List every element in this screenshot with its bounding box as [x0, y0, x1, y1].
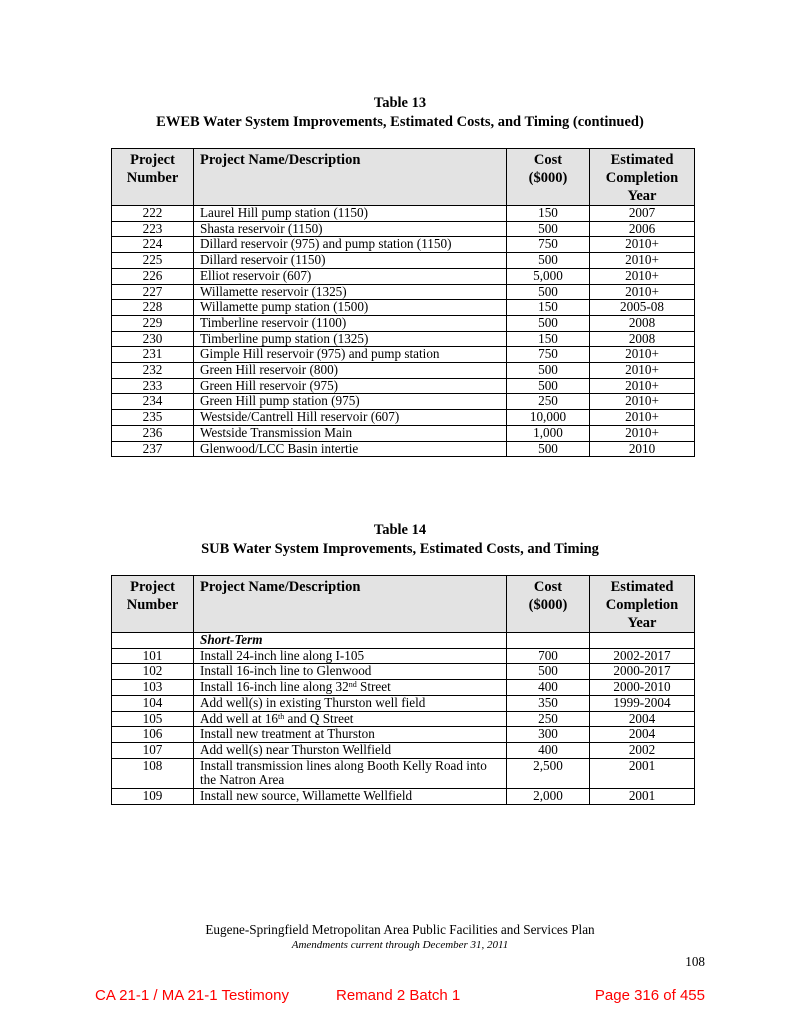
cost-cell: 2,500 [507, 758, 590, 788]
cell-empty [112, 633, 194, 649]
project-number-cell: 237 [112, 441, 194, 457]
completion-year-cell: 2000-2017 [590, 664, 695, 680]
completion-year-cell: 2010+ [590, 425, 695, 441]
cost-cell: 150 [507, 331, 590, 347]
table-row [112, 315, 695, 331]
completion-year-cell: 2000-2010 [590, 680, 695, 696]
description-cell: Westside Transmission Main [194, 425, 507, 441]
header-cost: Cost ($000) [507, 576, 590, 633]
cost-cell: 500 [507, 221, 590, 237]
completion-year-cell: 2006 [590, 221, 695, 237]
cost-cell: 350 [507, 695, 590, 711]
description-cell: Westside/Cantrell Hill reservoir (607) [194, 410, 507, 426]
description-cell: Green Hill reservoir (800) [194, 363, 507, 379]
stamp-page-count: Page 316 of 455 [594, 987, 705, 1004]
ordinal-suffix: th [278, 711, 285, 721]
description-text: and Q Street [284, 710, 354, 726]
cost-cell: 400 [507, 680, 590, 696]
table-row [112, 664, 695, 680]
cost-cell: 500 [507, 441, 590, 457]
description-cell: Laurel Hill pump station (1150) [194, 206, 507, 222]
completion-year-cell: 2010+ [590, 253, 695, 269]
table-14-subtitle: SUB Water System Improvements, Estimated Costs, and Timing [201, 541, 599, 557]
cost-cell: 750 [507, 237, 590, 253]
table-row [112, 441, 695, 457]
cost-cell: 500 [507, 253, 590, 269]
cost-cell: 500 [507, 315, 590, 331]
project-number-cell: 222 [112, 206, 194, 222]
table-row [112, 727, 695, 743]
cost-cell: 250 [507, 711, 590, 727]
project-number-cell: 230 [112, 331, 194, 347]
completion-year-cell: 2008 [590, 315, 695, 331]
completion-year-cell: 2010+ [590, 378, 695, 394]
project-number-cell: 107 [112, 742, 194, 758]
cost-cell: 250 [507, 394, 590, 410]
table-row [112, 363, 695, 379]
description-cell: Add well(s) near Thurston Wellfield [194, 742, 507, 758]
completion-year-cell: 2008 [590, 331, 695, 347]
cost-cell: 750 [507, 347, 590, 363]
cost-cell: 700 [507, 648, 590, 664]
description-cell: Green Hill pump station (975) [194, 394, 507, 410]
project-number-cell: 101 [112, 648, 194, 664]
project-number-cell: 231 [112, 347, 194, 363]
table-row [112, 425, 695, 441]
page-number: 108 [685, 954, 705, 969]
table-row [112, 347, 695, 363]
description-text: Add well at 16 [200, 710, 279, 726]
table-row [112, 300, 695, 316]
cost-cell: 1,000 [507, 425, 590, 441]
description-cell: Timberline reservoir (1100) [194, 315, 507, 331]
stamp-batch-label: Remand 2 Batch 1 [336, 987, 461, 1004]
completion-year-cell: 2001 [590, 789, 695, 805]
table-14-title: Table 14 [373, 522, 427, 538]
project-number-cell: 229 [112, 315, 194, 331]
project-number-cell: 232 [112, 363, 194, 379]
table-row [112, 206, 695, 222]
project-number-cell: 225 [112, 253, 194, 269]
project-number-cell: 236 [112, 425, 194, 441]
description-cell: Install 16-inch line to Glenwood [194, 664, 507, 680]
project-number-cell: 226 [112, 268, 194, 284]
description-cell: Add well(s) in existing Thurston well field [194, 695, 507, 711]
cost-cell: 400 [507, 742, 590, 758]
cost-cell: 300 [507, 727, 590, 743]
table-row [112, 742, 695, 758]
table-13-header-row [112, 149, 695, 206]
table-row [112, 695, 695, 711]
footer-plan-title: Eugene-Springfield Metropolitan Area Public Facilities and Services Plan [205, 922, 595, 937]
completion-year-cell: 2010+ [590, 284, 695, 300]
header-completion-year: Estimated Completion Year [590, 149, 695, 206]
project-number-cell: 108 [112, 758, 194, 788]
description-cell [194, 680, 507, 696]
project-number-cell: 234 [112, 394, 194, 410]
completion-year-cell: 2010+ [590, 394, 695, 410]
table-14-header-row [112, 576, 695, 633]
completion-year-cell: 2002 [590, 742, 695, 758]
cost-cell: 2,000 [507, 789, 590, 805]
completion-year-cell: 2002-2017 [590, 648, 695, 664]
table-13 [111, 148, 695, 457]
completion-year-cell: 2010+ [590, 347, 695, 363]
description-cell: Willamette pump station (1500) [194, 300, 507, 316]
completion-year-cell: 2007 [590, 206, 695, 222]
project-number-cell: 235 [112, 410, 194, 426]
table-row [112, 284, 695, 300]
description-cell: Glenwood/LCC Basin intertie [194, 441, 507, 457]
cost-cell: 10,000 [507, 410, 590, 426]
table-row [112, 394, 695, 410]
project-number-cell: 104 [112, 695, 194, 711]
description-cell: Elliot reservoir (607) [194, 268, 507, 284]
description-cell: Timberline pump station (1325) [194, 331, 507, 347]
description-cell: Green Hill reservoir (975) [194, 378, 507, 394]
description-cell: Gimple Hill reservoir (975) and pump station [194, 347, 507, 363]
description-cell: Shasta reservoir (1150) [194, 221, 507, 237]
completion-year-cell: 2005-08 [590, 300, 695, 316]
table-row [112, 648, 695, 664]
completion-year-cell: 2004 [590, 727, 695, 743]
table-row [112, 378, 695, 394]
completion-year-cell: 2001 [590, 758, 695, 788]
project-number-cell: 109 [112, 789, 194, 805]
header-description: Project Name/Description [194, 149, 507, 206]
table-row [112, 711, 695, 727]
project-number-cell: 224 [112, 237, 194, 253]
table-row [112, 680, 695, 696]
table-row [112, 237, 695, 253]
table-14 [111, 575, 695, 805]
header-project-number: Project Number [112, 576, 194, 633]
footer-amendments-note: Amendments current through December 31, 2011 [291, 939, 509, 951]
project-number-cell: 103 [112, 680, 194, 696]
completion-year-cell: 2004 [590, 711, 695, 727]
section-row-short-term [112, 633, 695, 649]
table-row [112, 410, 695, 426]
cell-empty [590, 633, 695, 649]
project-number-cell: 223 [112, 221, 194, 237]
table-row [112, 331, 695, 347]
description-cell [194, 711, 507, 727]
completion-year-cell: 1999-2004 [590, 695, 695, 711]
project-number-cell: 105 [112, 711, 194, 727]
header-description: Project Name/Description [194, 576, 507, 633]
table-row [112, 789, 695, 805]
description-cell: Dillard reservoir (975) and pump station (1150) [194, 237, 507, 253]
description-cell: Dillard reservoir (1150) [194, 253, 507, 269]
description-cell: Install 24-inch line along I-105 [194, 648, 507, 664]
cost-cell: 150 [507, 300, 590, 316]
stamp-testimony-label: CA 21-1 / MA 21-1 Testimony [95, 987, 289, 1004]
project-number-cell: 106 [112, 727, 194, 743]
completion-year-cell: 2010+ [590, 268, 695, 284]
completion-year-cell: 2010+ [590, 363, 695, 379]
project-number-cell: 233 [112, 378, 194, 394]
table-row [112, 221, 695, 237]
completion-year-cell: 2010 [590, 441, 695, 457]
table-13-subtitle: EWEB Water System Improvements, Estimated Costs, and Timing (continued) [156, 114, 644, 130]
cost-cell: 150 [507, 206, 590, 222]
description-text: Install 16-inch line along 32 [200, 679, 349, 695]
section-label: Short-Term [194, 633, 507, 649]
cost-cell: 500 [507, 363, 590, 379]
project-number-cell: 228 [112, 300, 194, 316]
header-project-number: Project Number [112, 149, 194, 206]
cell-empty [507, 633, 590, 649]
table-row [112, 268, 695, 284]
description-cell: Install transmission lines along Booth Kelly Road into the Natron Area [194, 758, 507, 788]
ordinal-suffix: nd [348, 680, 357, 690]
table-row [112, 758, 695, 788]
description-cell: Install new source, Willamette Wellfield [194, 789, 507, 805]
header-completion-year: Estimated Completion Year [590, 576, 695, 633]
description-text: Street [356, 679, 391, 695]
cost-cell: 5,000 [507, 268, 590, 284]
completion-year-cell: 2010+ [590, 237, 695, 253]
header-cost: Cost ($000) [507, 149, 590, 206]
project-number-cell: 102 [112, 664, 194, 680]
completion-year-cell: 2010+ [590, 410, 695, 426]
description-cell: Install new treatment at Thurston [194, 727, 507, 743]
table-13-title: Table 13 [373, 95, 427, 111]
description-cell: Willamette reservoir (1325) [194, 284, 507, 300]
project-number-cell: 227 [112, 284, 194, 300]
cost-cell: 500 [507, 664, 590, 680]
table-row [112, 253, 695, 269]
cost-cell: 500 [507, 284, 590, 300]
cost-cell: 500 [507, 378, 590, 394]
